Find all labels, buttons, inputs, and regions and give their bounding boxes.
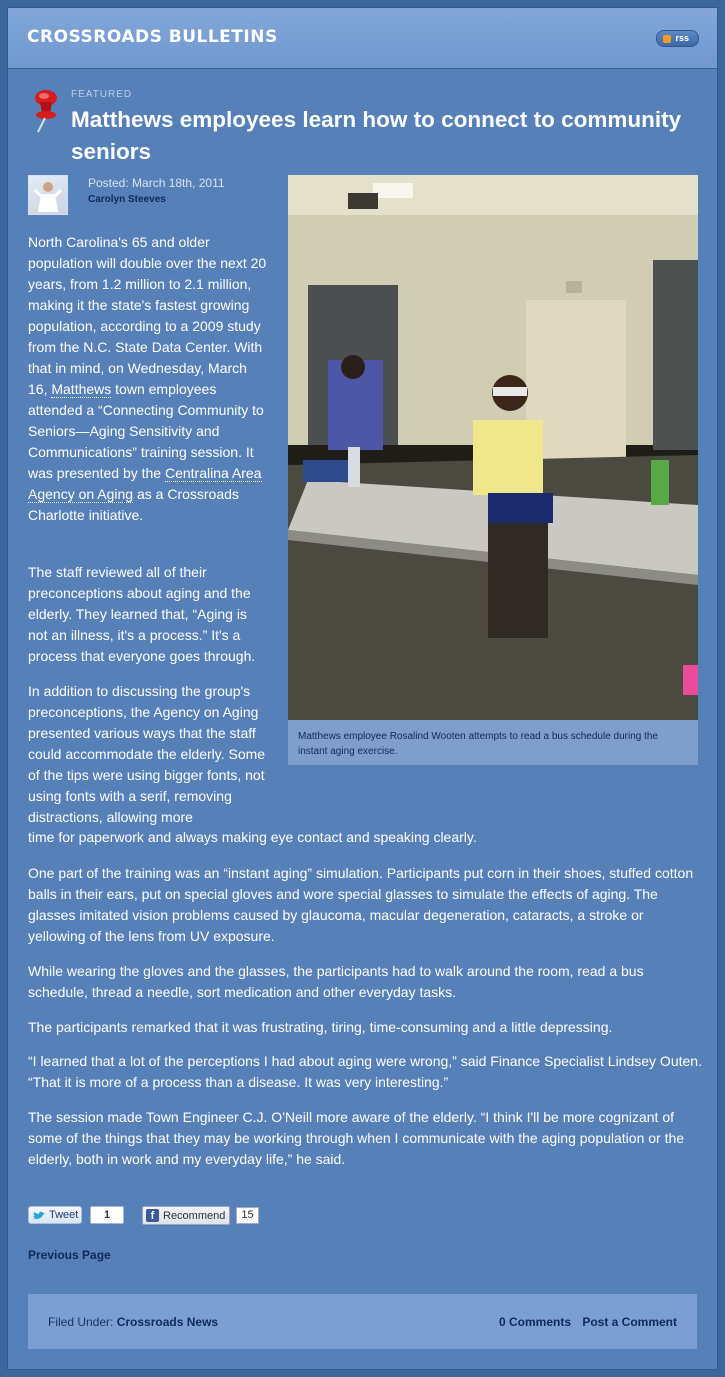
previous-page-link[interactable]: Previous Page	[28, 1248, 111, 1262]
p6-text: The participants remarked that it was frustrating, tiring, time-consuming and a little depressing.	[28, 1019, 613, 1035]
tweet-button[interactable]	[28, 1206, 82, 1224]
bulletin-header	[8, 8, 717, 69]
facebook-recommend-button[interactable]	[142, 1206, 230, 1225]
rss-icon	[663, 35, 671, 43]
p3-end-text: time for paperwork and always making eye contact and speaking clearly.	[28, 829, 477, 845]
centralina-link[interactable]: Centralina Area Agency on Aging	[28, 465, 262, 502]
bulletin-panel	[8, 8, 717, 1369]
article-title: Matthews employees learn how to connect to community seniors	[71, 107, 682, 164]
article-photo-box	[288, 175, 698, 765]
article-paragraph-2	[28, 562, 268, 667]
author-avatar[interactable]	[28, 175, 68, 215]
article-paragraph-5	[28, 961, 703, 1003]
filed-under-label: Filed Under:	[48, 1315, 114, 1329]
p1-text-c: as a Crossroads Charlotte initiative.	[28, 486, 239, 523]
article-paragraph-8	[28, 1107, 703, 1170]
rss-label: rss	[675, 33, 689, 43]
p4-text: One part of the training was an “instant aging” simulation. Participants put corn in their shoes, stuffed cotton balls in their ears, put on special gloves and wore special glasses to simulate the effects of aging. The glasses imitated vision problems caused by glaucoma, macular degeneration, cataracts, a stroke or yellowing of the lens from UV exposure.	[28, 865, 694, 944]
photo-caption: Matthews employee Rosalind Wooten attempts to read a bus schedule during the instant aging exercise.	[298, 731, 659, 757]
article-paragraph-7	[28, 1051, 703, 1093]
article-paragraph-1	[28, 232, 268, 526]
post-date: Posted: March 18th, 2011	[88, 176, 225, 190]
featured-label: FEATURED	[71, 89, 133, 100]
rss-button[interactable]	[656, 30, 699, 47]
category-link[interactable]: Crossroads News	[116, 1315, 219, 1329]
author-name[interactable]: Carolyn Steeves	[88, 194, 166, 205]
p7-text: “I learned that a lot of the perceptions I had about aging were wrong,” said Finance Specialist Lindsey Outen. “That it is more of a process than a disease. It was very interesting.”	[28, 1053, 702, 1090]
tweet-count: 1	[90, 1206, 124, 1224]
article-paragraph-4	[28, 863, 703, 947]
post-comment-link[interactable]: Post a Comment	[582, 1315, 677, 1329]
article-paragraph-3-end	[28, 827, 703, 848]
p1-text-a: North Carolina's 65 and older population will double over the next 20 years, from 1.2 million to 2.1 million, making it the state's fastest growing population, according to a 2009 study from the N.C. State Data Center. With that in mind, on Wednesday, March 16,	[28, 234, 267, 397]
avatar-image	[29, 176, 67, 214]
p5-text: While wearing the gloves and the glasses, the participants had to walk around the room, read a bus schedule, thread a needle, sort medication and other everyday tasks.	[28, 963, 644, 1000]
article-paragraph-3	[28, 681, 268, 828]
article-photo[interactable]	[288, 175, 698, 720]
post-footer	[28, 1294, 697, 1349]
p2-text: The staff reviewed all of their preconceptions about aging and the elderly. They learned that, “Aging is not an illness, it's a process.” It's a process that everyone goes through.	[28, 564, 256, 664]
p1-text-b: town employees attended a “Connecting Community to Seniors—Aging Sensitivity and Communications” training session. It was presented by the	[28, 381, 264, 481]
recommend-label: Recommend	[163, 1209, 226, 1222]
site-title[interactable]: CROSSROADS BULLETINS	[27, 27, 278, 47]
pushpin-icon	[28, 88, 62, 134]
p8-text: The session made Town Engineer C.J. O'Neill more aware of the elderly. “I think I'll be more cognizant of some of the things that they may be working through when I communicate with the aging population or the elderly, both in work and my everyday life,” he said.	[28, 1109, 685, 1167]
filed-under	[48, 1315, 218, 1329]
p3-text: In addition to discussing the group's preconceptions, the Agency on Aging presented various ways that the staff could accommodate the elderly. Some of the tips were using bigger fonts, not using fonts with a serif, removing distractions, allowing more	[28, 683, 266, 825]
article-paragraph-6	[28, 1017, 703, 1038]
matthews-link[interactable]: Matthews	[51, 381, 112, 397]
facebook-icon: f	[146, 1209, 159, 1222]
twitter-bird-icon	[32, 1210, 46, 1221]
recommend-count: 15	[236, 1207, 259, 1224]
tweet-label: Tweet	[49, 1209, 79, 1221]
comments-link[interactable]: 0 Comments	[498, 1315, 571, 1329]
